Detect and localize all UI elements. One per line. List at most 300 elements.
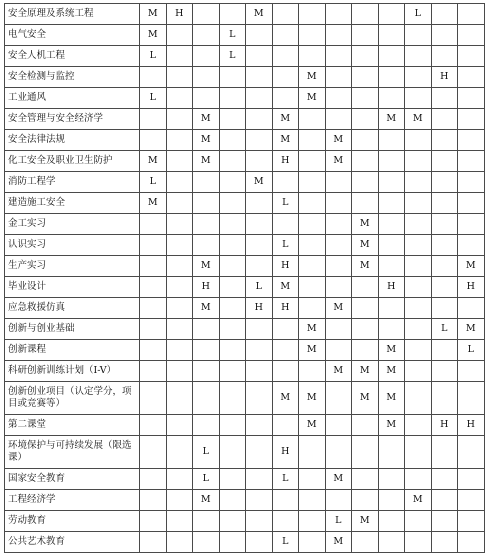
support-level-cell (352, 340, 379, 361)
support-level-cell (405, 436, 432, 469)
support-level-cell (193, 235, 220, 256)
course-name-cell: 应急救援仿真 (5, 298, 140, 319)
support-level-cell (378, 67, 405, 88)
support-level-cell: H (431, 67, 458, 88)
support-level-cell (378, 490, 405, 511)
support-level-cell (325, 88, 352, 109)
support-level-cell: M (325, 298, 352, 319)
support-level-cell (166, 382, 193, 415)
course-name-cell: 认识实习 (5, 235, 140, 256)
support-level-cell (325, 172, 352, 193)
support-level-cell (352, 490, 379, 511)
support-level-cell (325, 340, 352, 361)
support-level-cell (431, 340, 458, 361)
support-level-cell (352, 469, 379, 490)
support-level-cell (246, 256, 273, 277)
support-level-cell (219, 436, 246, 469)
matrix-body (5, 4, 485, 553)
course-name-cell: 环境保护与可持续发展（限选课） (5, 436, 140, 469)
table-row (5, 415, 485, 436)
support-level-cell: M (378, 361, 405, 382)
support-level-cell (458, 151, 485, 172)
support-level-cell: M (140, 151, 167, 172)
support-level-cell: M (352, 235, 379, 256)
support-level-cell (140, 361, 167, 382)
support-level-cell (431, 109, 458, 130)
table-row (5, 172, 485, 193)
support-level-cell (299, 151, 326, 172)
support-level-cell (219, 511, 246, 532)
support-level-cell (325, 277, 352, 298)
support-level-cell (458, 298, 485, 319)
support-level-cell: M (299, 340, 326, 361)
support-level-cell (140, 436, 167, 469)
support-level-cell (431, 193, 458, 214)
table-row (5, 532, 485, 553)
table-row (5, 214, 485, 235)
support-level-cell (405, 532, 432, 553)
support-level-cell (431, 88, 458, 109)
support-level-cell (352, 88, 379, 109)
support-level-cell (272, 361, 299, 382)
support-level-cell (405, 340, 432, 361)
support-level-cell (299, 436, 326, 469)
course-name-cell: 第二课堂 (5, 415, 140, 436)
support-level-cell (193, 361, 220, 382)
support-level-cell (219, 172, 246, 193)
support-level-cell: M (193, 256, 220, 277)
support-level-cell: L (219, 46, 246, 67)
support-level-cell (405, 67, 432, 88)
support-level-cell (405, 193, 432, 214)
support-level-cell (352, 130, 379, 151)
support-level-cell (166, 151, 193, 172)
support-level-cell (166, 532, 193, 553)
support-level-cell (193, 382, 220, 415)
support-level-cell (272, 490, 299, 511)
support-level-cell (352, 109, 379, 130)
support-level-cell (378, 151, 405, 172)
support-level-cell (405, 319, 432, 340)
support-level-cell (166, 436, 193, 469)
support-level-cell (378, 193, 405, 214)
support-level-cell (272, 172, 299, 193)
support-level-cell (378, 511, 405, 532)
support-level-cell (431, 361, 458, 382)
support-level-cell (458, 88, 485, 109)
support-level-cell: H (246, 298, 273, 319)
support-level-cell (246, 469, 273, 490)
support-level-cell (166, 415, 193, 436)
support-level-cell (246, 151, 273, 172)
support-level-cell (458, 511, 485, 532)
support-level-cell (405, 172, 432, 193)
support-level-cell (246, 532, 273, 553)
support-level-cell (325, 415, 352, 436)
support-level-cell (299, 511, 326, 532)
course-name-cell: 工程经济学 (5, 490, 140, 511)
support-level-cell (352, 172, 379, 193)
course-name-cell: 国家安全教育 (5, 469, 140, 490)
support-level-cell: M (299, 415, 326, 436)
support-level-cell (458, 214, 485, 235)
support-level-cell (246, 193, 273, 214)
table-row (5, 382, 485, 415)
course-name-cell: 创新课程 (5, 340, 140, 361)
support-level-cell: H (458, 415, 485, 436)
support-level-cell (299, 130, 326, 151)
support-level-cell (246, 109, 273, 130)
support-level-cell: M (325, 151, 352, 172)
support-level-cell (458, 4, 485, 25)
support-level-cell (193, 214, 220, 235)
support-level-cell (166, 130, 193, 151)
support-level-cell (458, 361, 485, 382)
support-level-cell: M (193, 298, 220, 319)
support-level-cell (405, 256, 432, 277)
support-level-cell (299, 109, 326, 130)
support-level-cell (431, 511, 458, 532)
support-level-cell: H (272, 151, 299, 172)
support-level-cell (405, 25, 432, 46)
support-level-cell (166, 319, 193, 340)
support-level-cell (352, 319, 379, 340)
support-level-cell: L (193, 469, 220, 490)
table-row (5, 46, 485, 67)
support-level-cell (166, 256, 193, 277)
support-level-cell (219, 361, 246, 382)
support-level-cell (193, 67, 220, 88)
support-level-cell (166, 340, 193, 361)
support-level-cell (405, 382, 432, 415)
support-level-cell (246, 511, 273, 532)
support-level-cell (405, 130, 432, 151)
support-level-cell (193, 46, 220, 67)
support-level-cell (431, 46, 458, 67)
support-level-cell (299, 469, 326, 490)
support-level-cell: M (458, 256, 485, 277)
support-level-cell (352, 415, 379, 436)
support-level-cell (378, 298, 405, 319)
support-level-cell (140, 235, 167, 256)
support-level-cell (193, 511, 220, 532)
support-level-cell (193, 4, 220, 25)
support-level-cell (431, 172, 458, 193)
table-row (5, 109, 485, 130)
table-row (5, 436, 485, 469)
support-level-cell (299, 235, 326, 256)
course-name-cell: 化工安全及职业卫生防护 (5, 151, 140, 172)
course-name-cell: 金工实习 (5, 214, 140, 235)
support-level-cell (246, 436, 273, 469)
support-level-cell (193, 193, 220, 214)
support-level-cell (299, 490, 326, 511)
support-level-cell (219, 214, 246, 235)
support-level-cell: L (140, 172, 167, 193)
support-level-cell (405, 361, 432, 382)
support-level-cell (458, 193, 485, 214)
support-level-cell: L (140, 88, 167, 109)
support-level-cell (352, 46, 379, 67)
support-level-cell (272, 511, 299, 532)
support-level-cell (272, 214, 299, 235)
support-level-cell: L (458, 340, 485, 361)
support-level-cell (352, 151, 379, 172)
support-level-cell (299, 46, 326, 67)
table-row (5, 490, 485, 511)
support-level-cell (140, 130, 167, 151)
support-level-cell (166, 469, 193, 490)
support-level-cell: M (140, 4, 167, 25)
table-row (5, 235, 485, 256)
support-level-cell (299, 298, 326, 319)
support-level-cell (299, 256, 326, 277)
support-level-cell (299, 4, 326, 25)
support-level-cell (405, 235, 432, 256)
support-level-cell (378, 532, 405, 553)
course-requirement-matrix (4, 3, 485, 553)
support-level-cell (272, 4, 299, 25)
support-level-cell (219, 130, 246, 151)
support-level-cell (378, 235, 405, 256)
course-name-cell: 劳动教育 (5, 511, 140, 532)
support-level-cell (458, 46, 485, 67)
support-level-cell (378, 214, 405, 235)
support-level-cell (378, 256, 405, 277)
support-level-cell (246, 67, 273, 88)
support-level-cell: M (140, 25, 167, 46)
support-level-cell (140, 67, 167, 88)
support-level-cell: M (378, 109, 405, 130)
support-level-cell (405, 151, 432, 172)
support-level-cell (272, 46, 299, 67)
support-level-cell: L (272, 532, 299, 553)
support-level-cell (352, 298, 379, 319)
support-level-cell (325, 25, 352, 46)
table-row (5, 277, 485, 298)
support-level-cell (140, 214, 167, 235)
support-level-cell (219, 235, 246, 256)
support-level-cell (325, 4, 352, 25)
course-name-cell: 电气安全 (5, 25, 140, 46)
support-level-cell (219, 193, 246, 214)
support-level-cell: M (378, 415, 405, 436)
course-name-cell: 公共艺术教育 (5, 532, 140, 553)
support-level-cell (458, 67, 485, 88)
support-level-cell (140, 109, 167, 130)
course-name-cell: 安全管理与安全经济学 (5, 109, 140, 130)
support-level-cell (378, 25, 405, 46)
support-level-cell: M (272, 109, 299, 130)
support-level-cell (246, 319, 273, 340)
support-level-cell: H (166, 4, 193, 25)
support-level-cell (405, 88, 432, 109)
support-level-cell: L (431, 319, 458, 340)
support-level-cell (431, 235, 458, 256)
table-row (5, 193, 485, 214)
support-level-cell (458, 109, 485, 130)
support-level-cell (458, 436, 485, 469)
support-level-cell (272, 319, 299, 340)
course-name-cell: 安全检测与监控 (5, 67, 140, 88)
support-level-cell (431, 25, 458, 46)
support-level-cell (193, 25, 220, 46)
support-level-cell: H (272, 436, 299, 469)
support-level-cell: M (352, 361, 379, 382)
support-level-cell: M (352, 511, 379, 532)
support-level-cell (246, 46, 273, 67)
support-level-cell (166, 298, 193, 319)
course-name-cell: 科研创新训练计划（I-V） (5, 361, 140, 382)
support-level-cell: M (299, 67, 326, 88)
support-level-cell (219, 469, 246, 490)
support-level-cell: M (299, 382, 326, 415)
support-level-cell: M (352, 256, 379, 277)
support-level-cell: L (325, 511, 352, 532)
course-name-cell: 安全人机工程 (5, 46, 140, 67)
support-level-cell (405, 298, 432, 319)
support-level-cell (219, 151, 246, 172)
support-level-cell (405, 511, 432, 532)
support-level-cell (458, 382, 485, 415)
support-level-cell: M (299, 319, 326, 340)
support-level-cell (431, 436, 458, 469)
support-level-cell (405, 46, 432, 67)
support-level-cell (166, 277, 193, 298)
support-level-cell: M (193, 130, 220, 151)
support-level-cell (140, 277, 167, 298)
support-level-cell (166, 46, 193, 67)
support-level-cell (431, 130, 458, 151)
support-level-cell: M (193, 151, 220, 172)
support-level-cell (193, 88, 220, 109)
support-level-cell: M (272, 382, 299, 415)
support-level-cell (405, 415, 432, 436)
support-level-cell (325, 382, 352, 415)
support-level-cell (193, 172, 220, 193)
support-level-cell (219, 298, 246, 319)
table-row (5, 319, 485, 340)
support-level-cell: M (299, 88, 326, 109)
support-level-cell: M (246, 4, 273, 25)
support-level-cell (325, 256, 352, 277)
support-level-cell: M (325, 532, 352, 553)
course-name-cell: 毕业设计 (5, 277, 140, 298)
support-level-cell (325, 109, 352, 130)
support-level-cell: M (378, 382, 405, 415)
support-level-cell (272, 340, 299, 361)
support-level-cell (378, 88, 405, 109)
support-level-cell (405, 214, 432, 235)
support-level-cell (219, 4, 246, 25)
course-name-cell: 创新创业项目（认定学分，项目或竞赛等） (5, 382, 140, 415)
course-name-cell: 工业通风 (5, 88, 140, 109)
support-level-cell (272, 67, 299, 88)
support-level-cell (431, 4, 458, 25)
support-level-cell (140, 469, 167, 490)
support-level-cell (219, 256, 246, 277)
support-level-cell (458, 490, 485, 511)
support-level-cell (431, 151, 458, 172)
support-level-cell (246, 130, 273, 151)
support-level-cell: L (272, 469, 299, 490)
support-level-cell (140, 532, 167, 553)
support-level-cell (140, 382, 167, 415)
support-level-cell (431, 256, 458, 277)
support-level-cell: M (405, 109, 432, 130)
support-level-cell (299, 214, 326, 235)
support-level-cell (378, 46, 405, 67)
support-level-cell (458, 130, 485, 151)
support-level-cell (193, 415, 220, 436)
support-level-cell (352, 4, 379, 25)
support-level-cell (166, 235, 193, 256)
support-level-cell (325, 490, 352, 511)
support-level-cell (140, 415, 167, 436)
support-level-cell: H (193, 277, 220, 298)
support-level-cell (166, 25, 193, 46)
support-level-cell: M (272, 130, 299, 151)
support-level-cell (166, 361, 193, 382)
support-level-cell (219, 109, 246, 130)
support-level-cell (325, 193, 352, 214)
support-level-cell: M (193, 490, 220, 511)
support-level-cell (325, 436, 352, 469)
support-level-cell (272, 25, 299, 46)
support-level-cell (219, 67, 246, 88)
course-name-cell: 生产实习 (5, 256, 140, 277)
support-level-cell: H (431, 415, 458, 436)
support-level-cell: M (405, 490, 432, 511)
support-level-cell (219, 340, 246, 361)
support-level-cell (219, 490, 246, 511)
table-row (5, 511, 485, 532)
support-level-cell: L (219, 25, 246, 46)
table-row (5, 361, 485, 382)
support-level-cell: M (272, 277, 299, 298)
table-row (5, 88, 485, 109)
support-level-cell (140, 490, 167, 511)
support-level-cell (166, 88, 193, 109)
support-level-cell (246, 361, 273, 382)
support-level-cell (299, 361, 326, 382)
support-level-cell: L (272, 235, 299, 256)
support-level-cell: L (272, 193, 299, 214)
support-level-cell: M (325, 361, 352, 382)
support-level-cell: H (272, 298, 299, 319)
support-level-cell (140, 298, 167, 319)
support-level-cell: H (458, 277, 485, 298)
support-level-cell (299, 532, 326, 553)
table-row (5, 67, 485, 88)
support-level-cell (193, 319, 220, 340)
support-level-cell (272, 88, 299, 109)
support-level-cell (405, 469, 432, 490)
support-level-cell (431, 277, 458, 298)
support-level-cell (458, 235, 485, 256)
table-row (5, 25, 485, 46)
support-level-cell (325, 67, 352, 88)
support-level-cell (431, 214, 458, 235)
support-level-cell (166, 193, 193, 214)
support-level-cell: M (140, 193, 167, 214)
support-level-cell: M (378, 340, 405, 361)
support-level-cell (246, 235, 273, 256)
support-level-cell (246, 88, 273, 109)
support-level-cell (431, 469, 458, 490)
course-name-cell: 建造施工安全 (5, 193, 140, 214)
table-row (5, 4, 485, 25)
